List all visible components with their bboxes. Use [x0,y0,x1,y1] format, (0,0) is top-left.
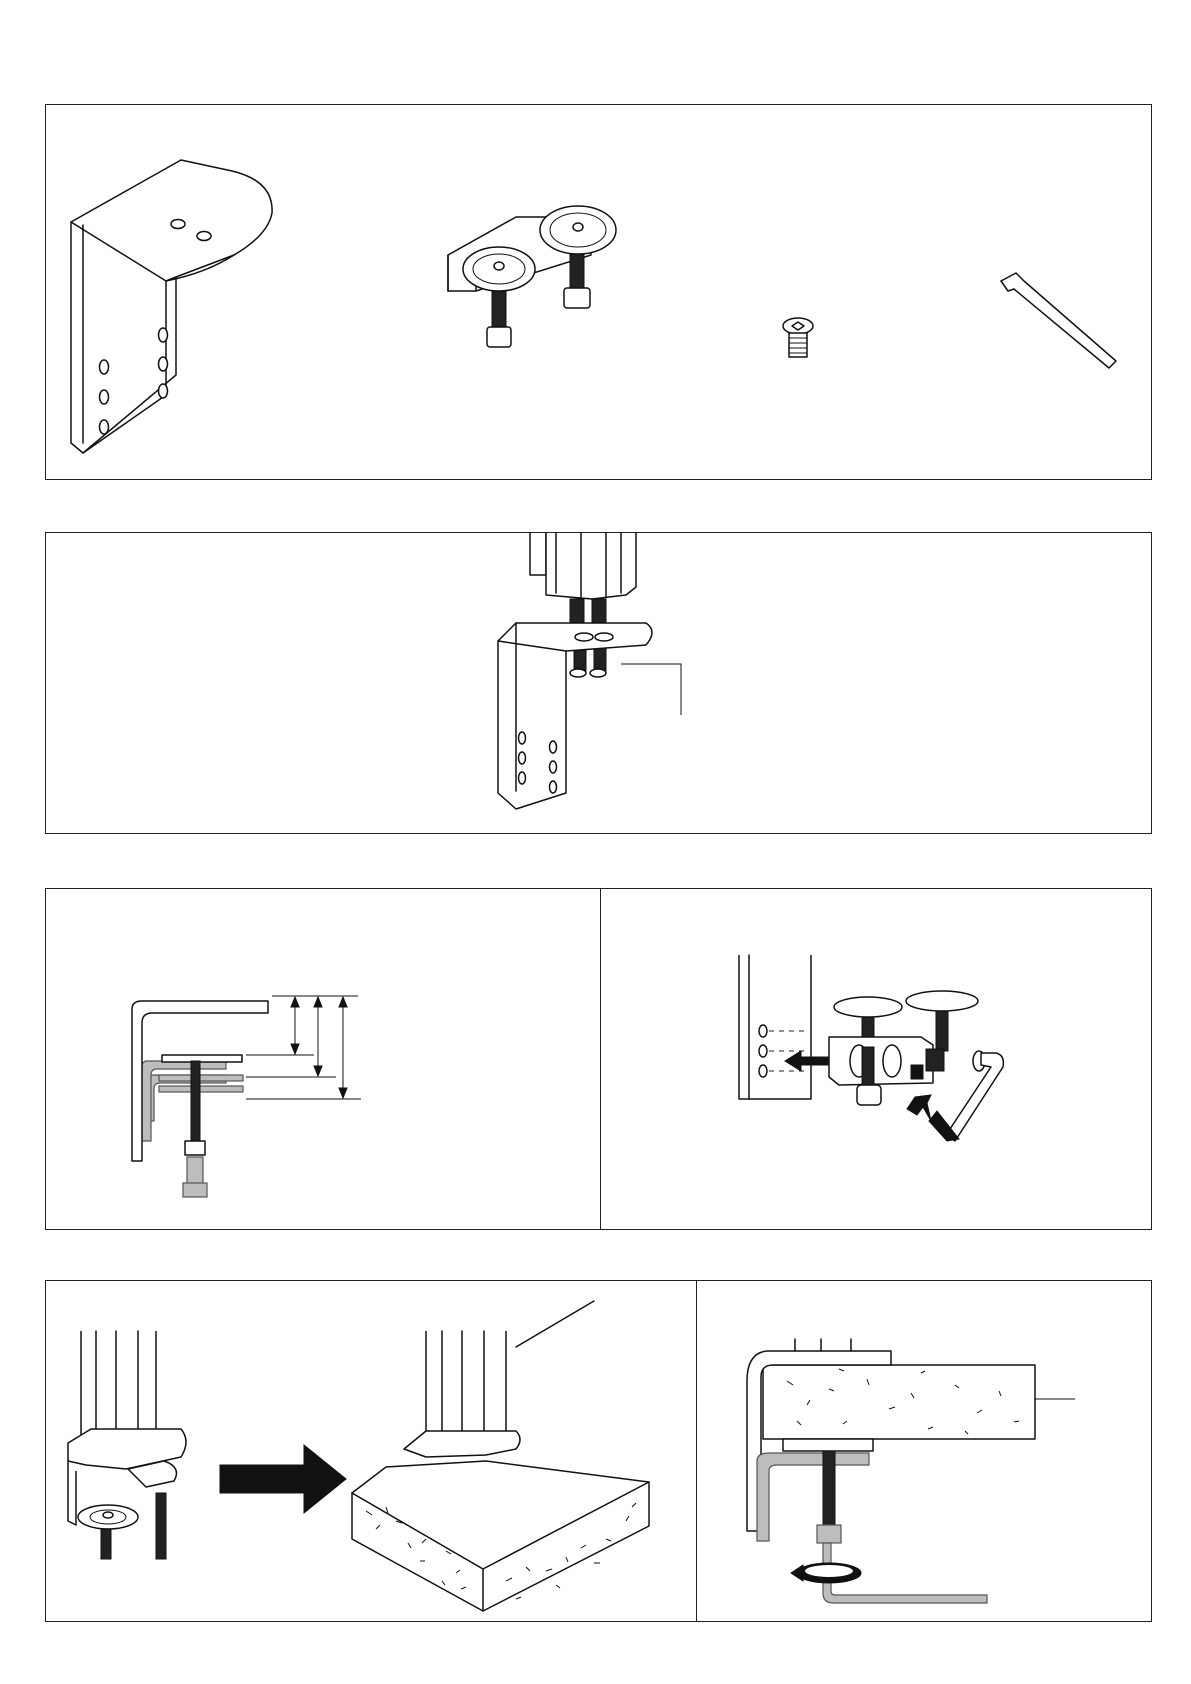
mount-on-desk [352,1301,649,1611]
mount-illustration [46,1281,698,1623]
attach-bracket-panel [45,532,1152,834]
bracket-part [498,623,652,809]
bracket-hole-top-2 [197,232,211,241]
bracket-hole-top-1 [171,220,185,229]
arrow-right-icon [220,1445,346,1513]
bracket-holes [739,955,811,1099]
parts-panel [45,104,1152,480]
parts-illustration [46,105,1153,481]
clamp-plate-part [448,206,616,347]
screw-icon [783,318,813,357]
hex-key-icon [1001,273,1116,368]
bracket-part [71,160,272,453]
desk-section [763,1365,1075,1439]
attach-illustration [46,533,1153,835]
height-adjust-panel [45,888,601,1230]
arrow-up-icon [907,1095,959,1141]
clamp-assembly [829,991,985,1105]
height-illustration [46,889,602,1231]
rotate-icon [791,1563,861,1583]
holes-illustration [601,889,1153,1231]
mount-desk-panel [45,1280,697,1622]
tighten-panel [696,1280,1152,1622]
mount-on-bracket [68,1331,186,1559]
nut [911,1065,923,1079]
callout-line [621,664,681,715]
tighten-illustration [697,1281,1153,1623]
pole-base [530,533,636,599]
select-holes-panel [600,888,1152,1230]
